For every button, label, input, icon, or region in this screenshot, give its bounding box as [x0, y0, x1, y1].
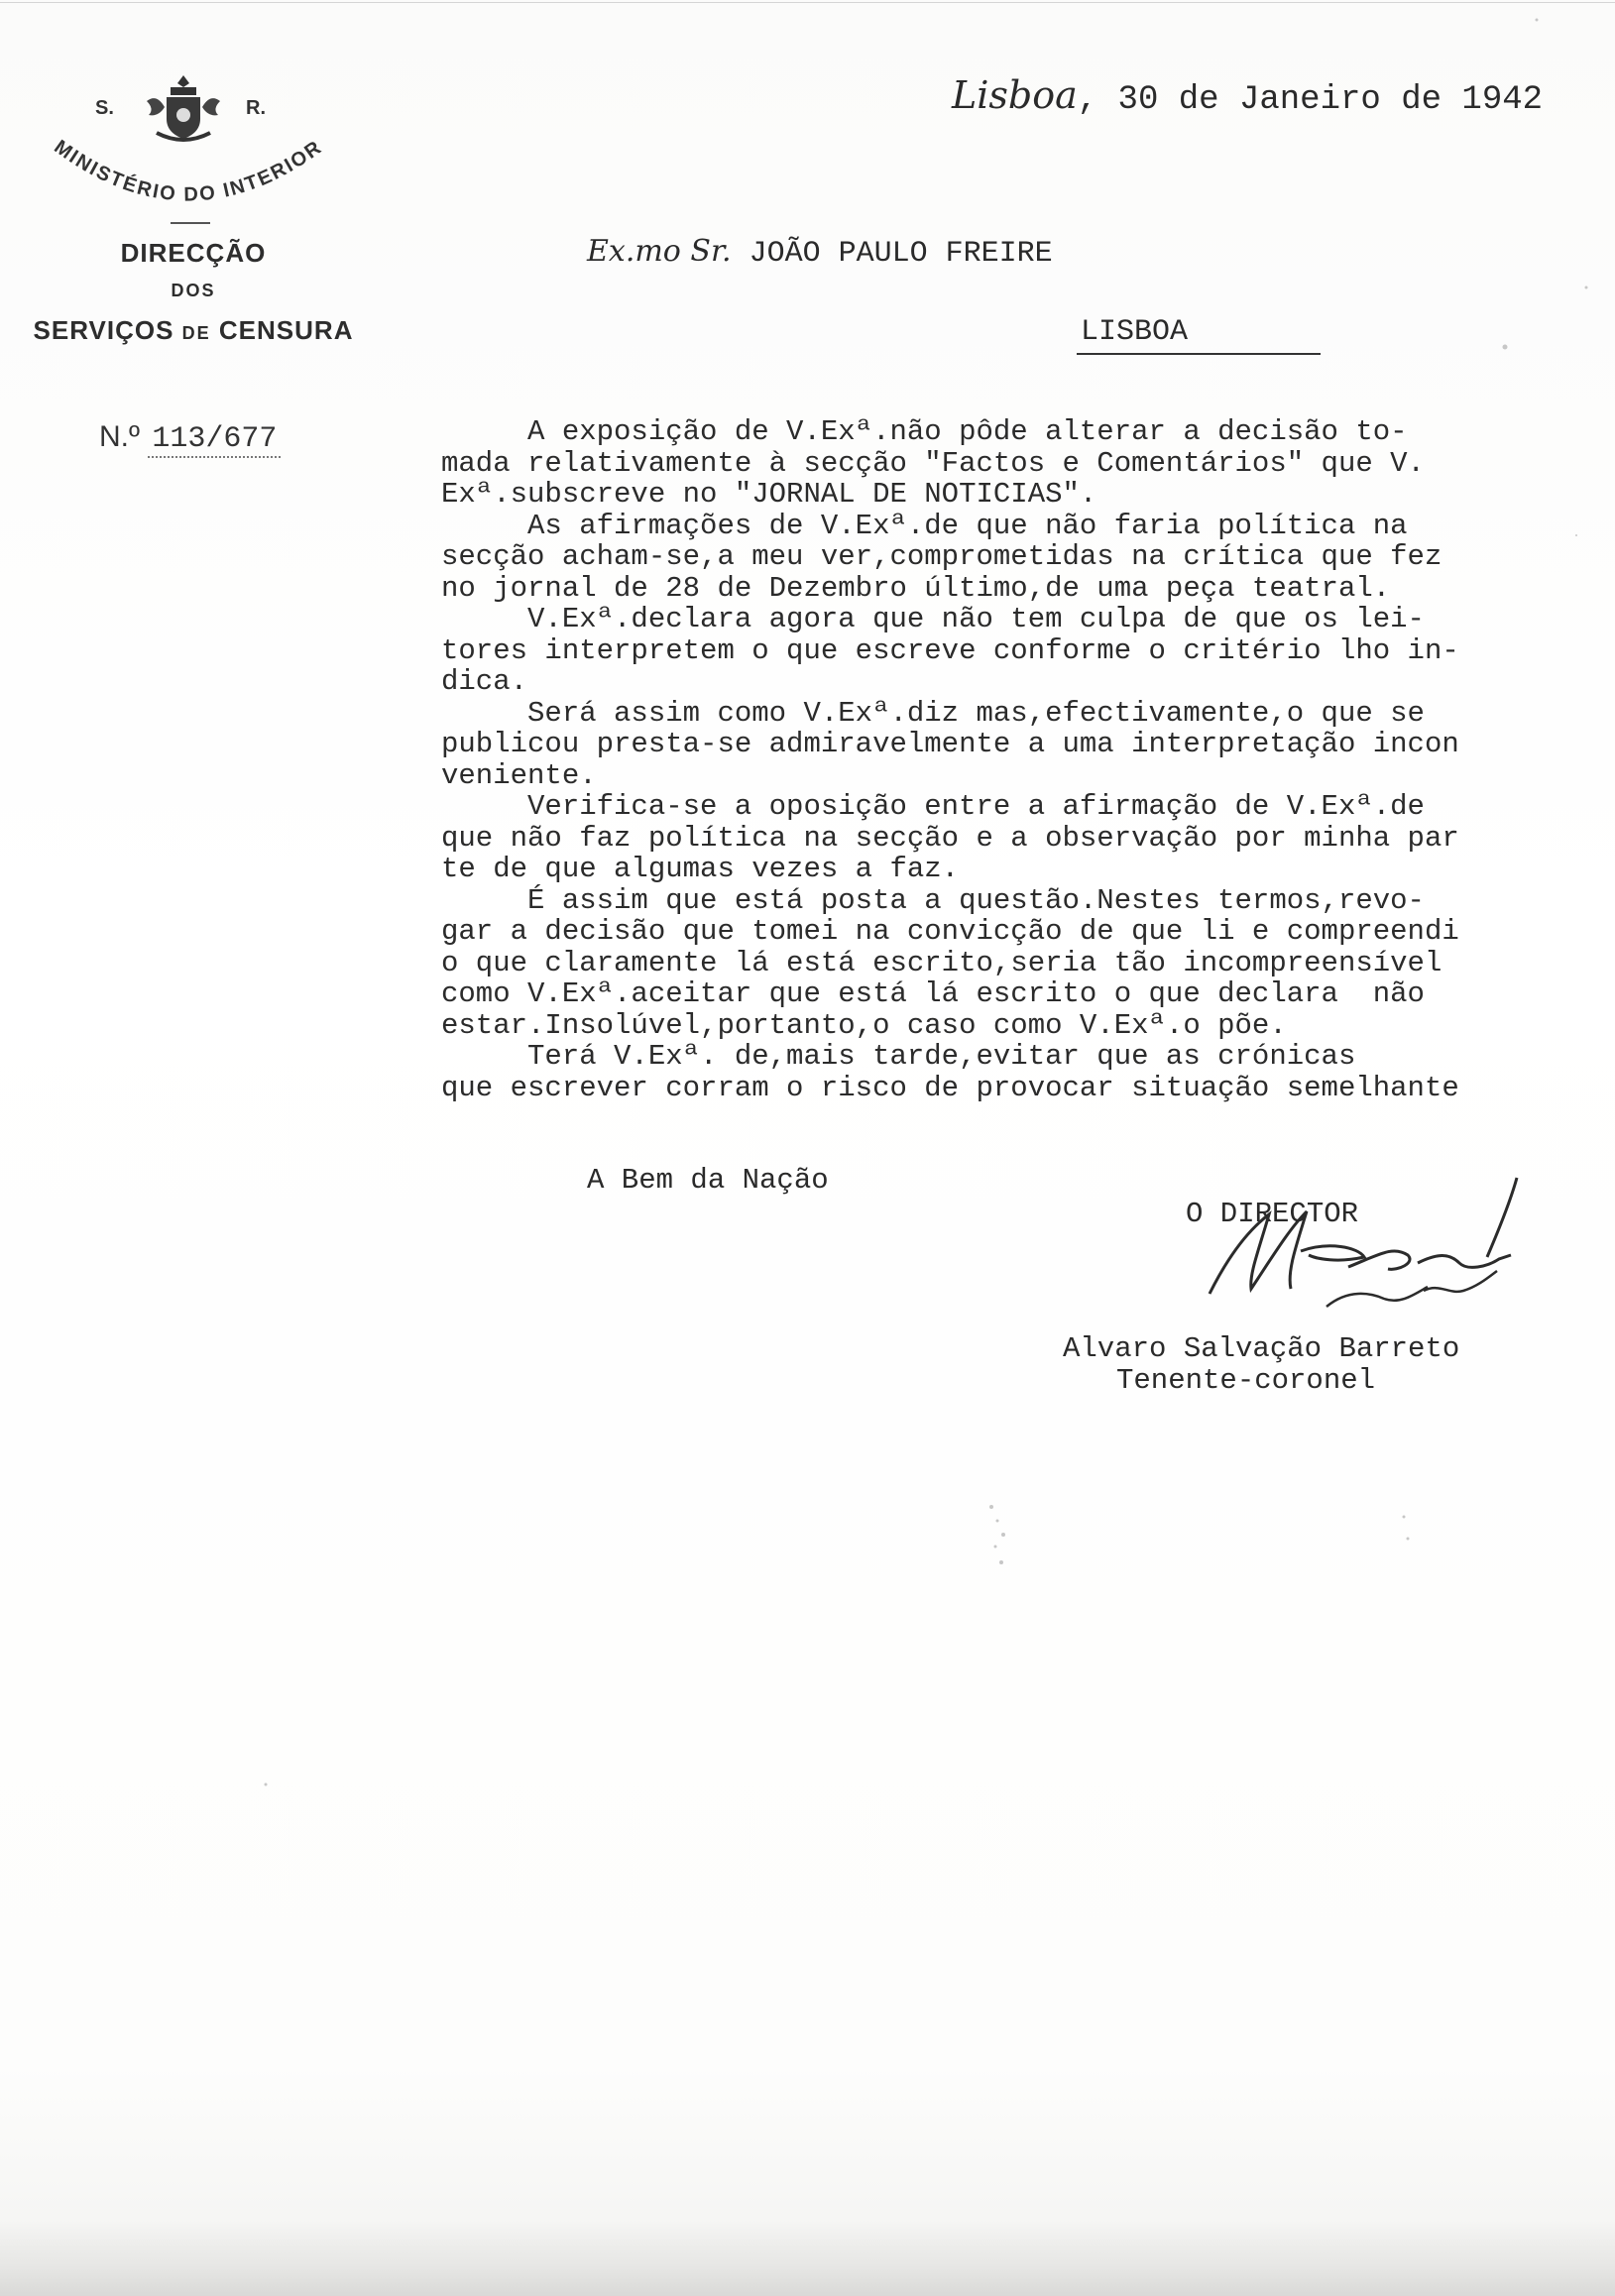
date-text: , 30 de Janeiro de 1942 — [1077, 81, 1544, 119]
body-line: Terá V.Exª. de,mais tarde,evitar que as crónicas — [441, 1040, 1356, 1073]
scan-bottom-shadow — [0, 2221, 1615, 2296]
ref-label: N.º — [99, 420, 140, 453]
body-line: que não faz política na secção e a observação por minha par — [441, 821, 1459, 855]
letter-body — [441, 416, 1611, 1103]
body-line: mada relativamente à secção "Factos e Comentários" que V. — [441, 446, 1425, 480]
dept-servicos: SERVIÇOS — [33, 315, 174, 345]
body-line: veniente. — [441, 758, 597, 792]
body-line: As afirmações de V.Exª.de que não faria política na — [441, 509, 1408, 542]
signatory-title: O DIRECTOR — [1186, 1198, 1359, 1230]
dept-de: DE — [181, 323, 211, 343]
reference-number — [99, 420, 281, 458]
body-line: que escrever corram o risco de provocar situação semelhante — [441, 1071, 1459, 1104]
letter-date — [952, 73, 1543, 119]
addressee-city: LISBOA — [1081, 315, 1189, 349]
body-line: A exposição de V.Exª.não pôde alterar a decisão to- — [441, 415, 1408, 448]
addressee-prefix: Ex.mo Sr. — [587, 234, 732, 269]
body-line: secção acham-se,a meu ver,comprometidas na crítica que fez — [441, 540, 1442, 573]
body-line: Será assim como V.Exª.diz mas,efectivamente,o que se — [441, 696, 1425, 730]
handwritten-signature — [1190, 1160, 1547, 1319]
body-line: como V.Exª.aceitar que está lá escrito o que declara não — [441, 977, 1425, 1010]
city-underline — [1077, 353, 1321, 355]
body-line: tores interpretem o que escreve conforme o critério lho in- — [441, 633, 1459, 667]
body-line: Exª.subscreve no "JORNAL DE NOTICIAS". — [441, 478, 1097, 511]
body-line: Verifica-se a oposição entre a afirmação de V.Exª.de — [441, 790, 1425, 823]
signatory-rank: Tenente-coronel — [1116, 1364, 1376, 1397]
body-line: te de que algumas vezes a faz. — [441, 853, 960, 885]
letterhead-r: R. — [246, 97, 266, 119]
place-name: Lisboa — [952, 73, 1078, 117]
body-line: o que claramente lá está escrito,seria tão incompreensível — [441, 946, 1442, 979]
dept-line-servicos-censura — [0, 315, 387, 346]
signatory-name: Alvaro Salvação Barreto — [1063, 1332, 1460, 1365]
ref-value: 113/677 — [148, 422, 281, 458]
body-line: dica. — [441, 665, 528, 698]
closing-salutation: A Bem da Nação — [587, 1164, 829, 1197]
dept-line-direccao: DIRECÇÃO — [120, 238, 267, 268]
ministry-arc — [0, 89, 377, 228]
ministry-name: MINISTÉRIO DO INTERIOR — [50, 136, 327, 206]
body-line: V.Exª.declara agora que não tem culpa de que os lei- — [441, 603, 1425, 635]
addressee — [587, 234, 1053, 271]
top-edge — [0, 2, 1615, 3]
dept-line-dos: DOS — [171, 281, 216, 300]
dept-censura: CENSURA — [218, 315, 354, 345]
body-line: no jornal de 28 de Dezembro último,de uma peça teatral. — [441, 571, 1391, 605]
body-line: É assim que está posta a questão.Nestes termos,revo- — [441, 883, 1425, 917]
letterhead-rule — [171, 222, 210, 224]
letterhead-s: S. — [95, 97, 114, 119]
body-line: estar.Insolúvel,portanto,o caso como V.Exª.o põe. — [441, 1008, 1287, 1042]
body-line: gar a decisão que tomei na convicção de que li e compreendi — [441, 915, 1459, 948]
body-line: publicou presta-se admiravelmente a uma interpretação incon — [441, 728, 1459, 760]
addressee-name: JOÃO PAULO FREIRE — [749, 237, 1053, 271]
